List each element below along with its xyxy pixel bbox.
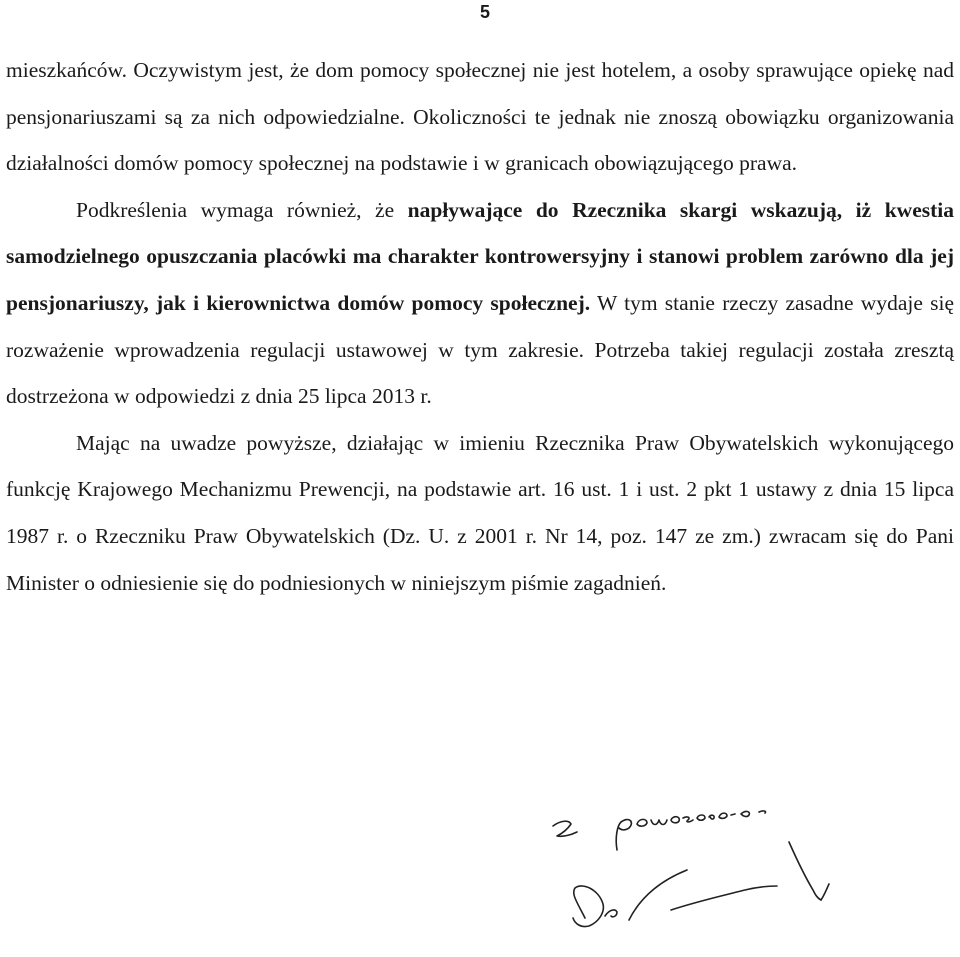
paragraph-2-tail: W tym stanie rzeczy zasadne wydaje się rozważenie wprowadzenia regulacji ustawowej w tym zakresie. Potrzeba takiej regulacji została zresztą dostrzeżona w odpowiedzi z dnia 25 lipca 2013 r. (6, 290, 954, 409)
paragraph-2-emphasis: napływające do Rzecznika skargi wskazują, iż kwestia samodzielnego opuszczania placówki ma charakter kontrowersyjny i stanowi problem zarówno dla jej pensjonariuszy, jak i kierownictwa domów pomocy społecznej. (6, 197, 954, 315)
body-text (6, 47, 954, 606)
page-number: 5 (479, 2, 490, 22)
paragraph-1: mieszkańców. Oczywistym jest, że dom pomocy społecznej nie jest hotelem, a osoby sprawujące opiekę nad pensjonariuszami są za nich odpowiedzialne. Okoliczności te jednak nie znoszą obowiązku organizowania działalności domów pomocy społecznej na podstawie i w granicach obowiązującego prawa. (6, 58, 954, 176)
paragraph-2 (6, 187, 954, 420)
paragraph-3: Mając na uwadze powyższe, działając w imieniu Rzecznika Praw Obywatelskich wykonującego funkcję Krajowego Mechanizmu Prewencji, na podstawie art. 16 ust. 1 i ust. 2 pkt 1 ustawy z dnia 15 lipca 1987 r. o Rzeczniku Praw Obywatelskich (Dz. U. z 2001 r. Nr 14, poz. 147 ze zm.) zwracam się do Pani Minister o odniesienie się do podniesionych w niniejszym piśmie zagadnień. (6, 430, 954, 595)
paragraph-2-lead: Podkreślenia wymaga również, że (76, 197, 408, 222)
handwritten-signature (545, 790, 845, 950)
